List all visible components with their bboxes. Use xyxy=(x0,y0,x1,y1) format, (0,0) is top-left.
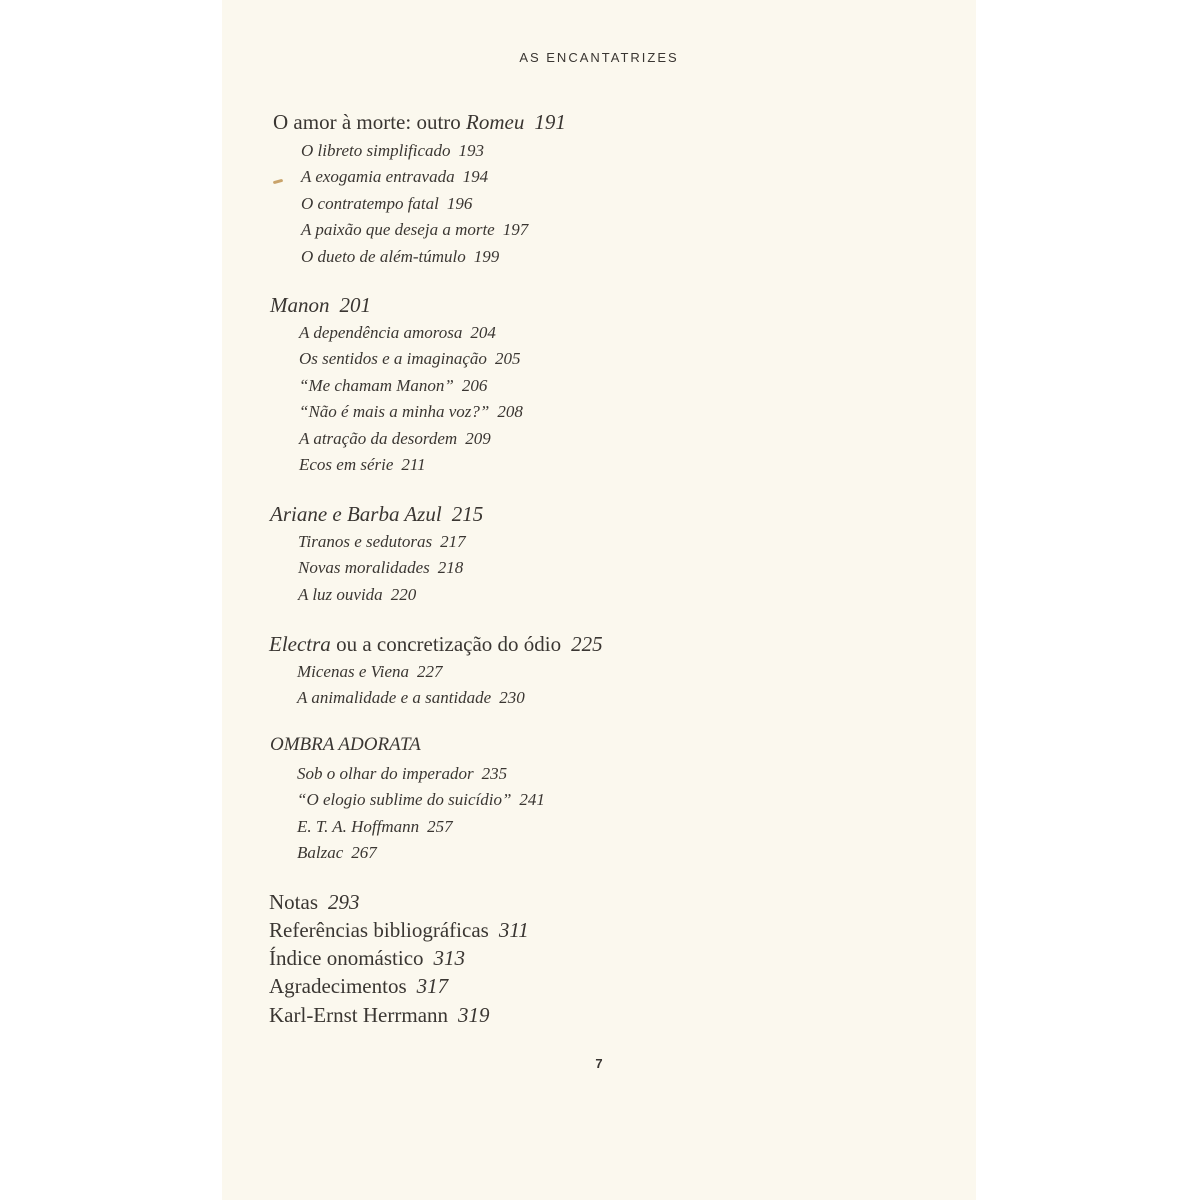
toc-subentry[interactable] xyxy=(298,558,463,578)
toc-subentry[interactable] xyxy=(297,662,443,682)
toc-chapter[interactable] xyxy=(273,110,566,135)
toc-subentry[interactable] xyxy=(301,247,499,267)
page-number: 241 xyxy=(519,790,545,809)
toc-subentry[interactable] xyxy=(298,532,466,552)
subentry-title: Sob o olhar do imperador xyxy=(297,764,474,783)
page-number: 208 xyxy=(497,402,523,421)
page-number: 227 xyxy=(417,662,443,681)
toc-subentry[interactable] xyxy=(297,843,377,863)
running-head: AS ENCANTATRIZES xyxy=(519,50,679,65)
subentry-title: A dependência amorosa xyxy=(299,323,463,342)
page-number: 191 xyxy=(534,110,566,134)
subentry-title: O libreto simplificado xyxy=(301,141,451,160)
toc-subentry[interactable] xyxy=(298,585,416,605)
subentry-title: A atração da desordem xyxy=(299,429,458,448)
page-number: 196 xyxy=(446,194,473,213)
toc-backmatter[interactable] xyxy=(269,974,448,999)
toc-subentry[interactable] xyxy=(299,376,487,396)
page-number: 197 xyxy=(502,220,529,239)
subentry-title: “Não é mais a minha voz?” xyxy=(299,402,490,421)
toc-backmatter[interactable] xyxy=(269,890,360,915)
subentry-title: “Me chamam Manon” xyxy=(299,376,454,395)
subentry-title: A paixão que deseja a morte xyxy=(301,220,495,239)
backmatter-title: Agradecimentos xyxy=(269,974,407,998)
toc-backmatter[interactable] xyxy=(269,918,529,943)
page-number: 293 xyxy=(328,890,360,914)
subentry-title: “O elogio sublime do suicídio” xyxy=(297,790,512,809)
book-page xyxy=(222,0,976,1200)
page-number: 217 xyxy=(440,532,466,551)
subentry-title: O dueto de além-túmulo xyxy=(301,247,466,266)
page-number: 215 xyxy=(451,502,484,526)
toc-subentry[interactable] xyxy=(299,402,523,422)
page-number: 313 xyxy=(433,946,466,970)
page-number: 317 xyxy=(416,974,449,998)
stain-mark xyxy=(273,179,283,184)
subentry-title: Ecos em série xyxy=(299,455,394,474)
toc-subentry[interactable] xyxy=(297,688,525,708)
toc-backmatter[interactable] xyxy=(269,1003,490,1028)
page-number: 230 xyxy=(499,688,525,707)
toc-chapter[interactable] xyxy=(270,293,371,318)
toc-backmatter[interactable] xyxy=(269,946,465,971)
toc-subentry[interactable] xyxy=(297,790,545,810)
page-number: 209 xyxy=(465,429,491,448)
backmatter-title: Índice onomástico xyxy=(269,946,424,970)
subentry-title: Tiranos e sedutoras xyxy=(298,532,433,551)
toc-chapter[interactable] xyxy=(270,734,421,756)
page-folio: 7 xyxy=(595,1056,603,1071)
page-number: 206 xyxy=(461,376,488,395)
toc-subentry[interactable] xyxy=(301,167,488,187)
chapter-title: ou a concretização do ódio xyxy=(330,632,562,656)
subentry-title: O contratempo fatal xyxy=(301,194,439,213)
page-number: 193 xyxy=(458,141,485,160)
subentry-title: E. T. A. Hoffmann xyxy=(297,817,420,836)
subentry-title: A exogamia entravada xyxy=(301,167,455,186)
chapter-title: O amor à morte: outro xyxy=(273,110,467,134)
page-number: 194 xyxy=(462,167,489,186)
chapter-title: Manon xyxy=(270,293,330,317)
toc-subentry[interactable] xyxy=(301,194,472,214)
subentry-title: A luz ouvida xyxy=(298,585,383,604)
chapter-title-italic: Electra xyxy=(269,632,331,656)
page-number: 311 xyxy=(498,918,529,942)
toc-subentry[interactable] xyxy=(301,220,528,240)
chapter-title: Ariane e Barba Azul xyxy=(270,502,442,526)
page-number: 319 xyxy=(458,1003,490,1027)
page-number: 225 xyxy=(571,632,603,656)
page-number: 204 xyxy=(470,323,496,342)
toc-subentry[interactable] xyxy=(299,455,426,475)
chapter-title: OMBRA ADORATA xyxy=(270,734,421,755)
table-of-contents xyxy=(222,0,976,1200)
backmatter-title: Karl-Ernst Herrmann xyxy=(269,1003,449,1027)
subentry-title: Balzac xyxy=(297,843,344,862)
toc-chapter[interactable] xyxy=(270,502,483,527)
backmatter-title: Referências bibliográficas xyxy=(269,918,489,942)
toc-chapter[interactable] xyxy=(269,632,603,657)
subentry-title: Os sentidos e a imaginação xyxy=(299,349,487,368)
chapter-title-italic: Romeu xyxy=(466,110,525,134)
page-number: 205 xyxy=(494,349,521,368)
toc-subentry[interactable] xyxy=(297,764,507,784)
backmatter-title: Notas xyxy=(269,890,318,914)
page-number: 201 xyxy=(339,293,371,317)
toc-subentry[interactable] xyxy=(297,817,453,837)
toc-subentry[interactable] xyxy=(301,141,484,161)
page-number: 257 xyxy=(427,817,453,836)
toc-subentry[interactable] xyxy=(299,323,496,343)
page-number: 211 xyxy=(401,455,426,474)
page-number: 235 xyxy=(481,764,508,783)
page-number: 199 xyxy=(473,247,500,266)
page-number: 218 xyxy=(437,558,464,577)
subentry-title: Micenas e Viena xyxy=(297,662,410,681)
page-number: 267 xyxy=(351,843,377,862)
page-number: 220 xyxy=(390,585,417,604)
subentry-title: A animalidade e a santidade xyxy=(297,688,492,707)
toc-subentry[interactable] xyxy=(299,429,491,449)
subentry-title: Novas moralidades xyxy=(298,558,430,577)
toc-subentry[interactable] xyxy=(299,349,520,369)
